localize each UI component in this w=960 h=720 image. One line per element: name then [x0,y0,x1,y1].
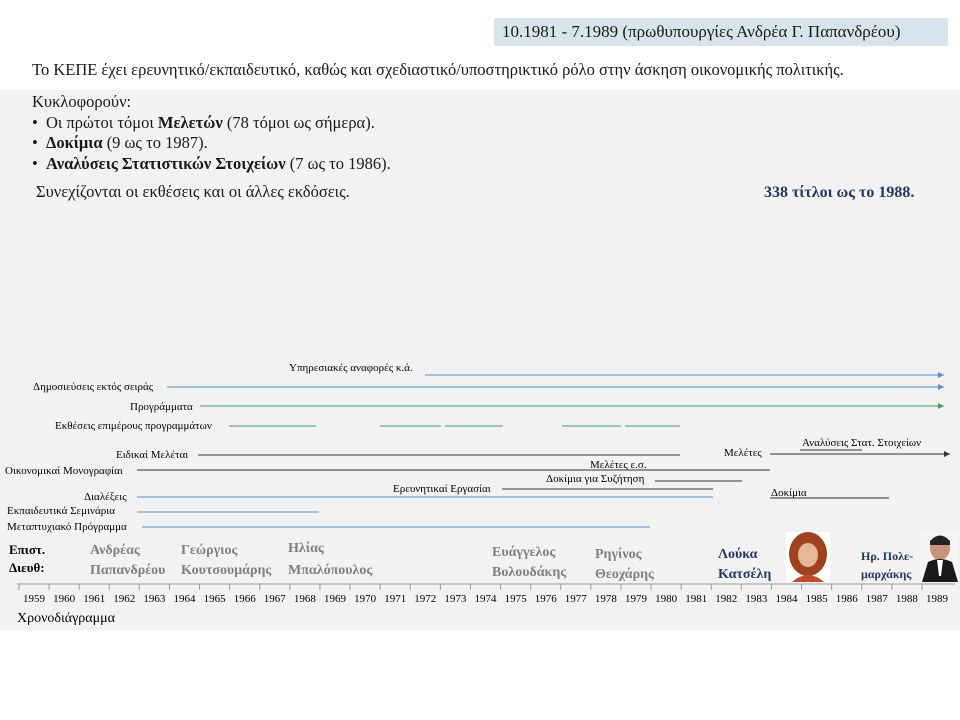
year-label: 1985 [805,593,828,605]
director-name: Λούκα [718,547,758,562]
publication-item: • Οι πρώτοι τόμοι Μελετών (78 τόμοι ως σήμερα). [32,112,375,132]
year-label: 1979 [625,593,647,605]
director-name: Κουτσουμάρης [181,563,272,578]
intro-text: Το ΚΕΠΕ έχει ερευνητικό/εκπαιδευτικό, καθώς και σχεδιαστικό/υποστηρικτικό ρόλο στην άσκηση οικονομικής πολιτικής. [32,60,844,79]
series-label: Προγράμματα [130,401,193,413]
director-name: Ηλίας [288,541,324,556]
year-label: 1969 [324,593,346,605]
director-portrait-polemarchakis [920,532,958,582]
period-text: 10.1981 - 7.1989 (πρωθυπουργίες Ανδρέα Γ. Παπανδρέου) [502,22,901,41]
director-portrait-katseli [786,532,830,582]
year-label: 1988 [895,593,918,605]
year-label: 1987 [865,593,888,605]
directors-heading: Επιστ. [9,542,46,557]
series-label: Δοκίμια για Συζήτηση [546,473,645,485]
year-label: 1975 [504,593,527,605]
year-label: 1965 [203,593,226,605]
series-label: Ερευνητικαί Εργασίαι [393,483,491,495]
year-label: 1978 [594,593,617,605]
year-label: 1986 [835,593,858,605]
timeline-chart [0,90,960,630]
year-label: 1960 [53,593,76,605]
year-label: 1977 [564,593,587,605]
year-label: 1962 [113,593,136,605]
series-label: Αναλύσεις Στατ. Στοιχείων [802,437,922,449]
series-label: Διαλέξεις [84,491,127,503]
year-label: 1974 [474,593,497,605]
series-label: Δοκίμια [771,487,807,499]
year-label: 1980 [655,593,678,605]
series-label: Υπηρεσιακές αναφορές κ.ά. [289,362,413,374]
series-label: Μελέτες ε.σ. [590,459,647,471]
director-name: Μπαλόπουλος [288,563,373,578]
series-label: Μεταπτυχιακό Πρόγραμμα [7,521,127,533]
timeline-title: Χρονοδιάγραμμα [17,611,115,626]
series-label: Δημοσιεύσεις εκτός σειράς [33,381,154,393]
director-name: Ηρ. Πολε- [861,549,914,563]
year-label: 1968 [293,593,316,605]
year-label: 1961 [83,593,106,605]
year-label: 1959 [23,593,45,605]
publications-heading: Κυκλοφορούν: [32,92,132,111]
publication-item: • Αναλύσεις Στατιστικών Στοιχείων (7 ως το 1986). [32,153,391,173]
publication-item: • Δοκίμια (9 ως το 1987). [32,133,208,152]
director-name: Θεοχάρης [595,567,654,582]
director-name: Παπανδρέου [90,563,166,578]
year-label: 1972 [414,593,437,605]
series-label: Εκπαιδευτικά Σεμινάρια [7,505,115,517]
year-label: 1989 [926,593,948,605]
series-label: Ειδικαί Μελέται [116,449,189,461]
director-name: Ευάγγελος [492,545,556,560]
year-label: 1981 [685,593,708,605]
director-name: Βολουδάκης [492,565,567,580]
director-name: Γεώργιος [181,543,238,558]
year-label: 1964 [173,593,196,605]
period-banner [494,18,948,46]
year-label: 1983 [745,593,768,605]
series-label: Μελέτες [724,447,762,459]
director-name: Ρηγίνος [595,547,642,562]
year-label: 1976 [534,593,557,605]
year-label: 1963 [143,593,166,605]
year-label: 1970 [354,593,377,605]
continued-text: Συνεχίζονται οι εκθέσεις και οι άλλες εκδόσεις. [36,182,350,201]
series-label: Εκθέσεις επιμέρους προγραμμάτων [55,420,212,432]
directors-heading: Διευθ: [9,560,45,575]
year-label: 1966 [233,593,256,605]
titles-count: 338 τίτλοι ως το 1988. [764,184,915,201]
director-name: Κατσέλη [718,567,772,582]
director-name: μαρχάκης [861,567,912,581]
year-label: 1982 [715,593,738,605]
year-label: 1984 [775,593,798,605]
series-label: Οικονομικαί Μονογραφίαι [5,465,123,477]
year-label: 1971 [384,593,407,605]
director-name: Ανδρέας [90,543,140,558]
year-label: 1973 [444,593,467,605]
year-label: 1967 [263,593,286,605]
